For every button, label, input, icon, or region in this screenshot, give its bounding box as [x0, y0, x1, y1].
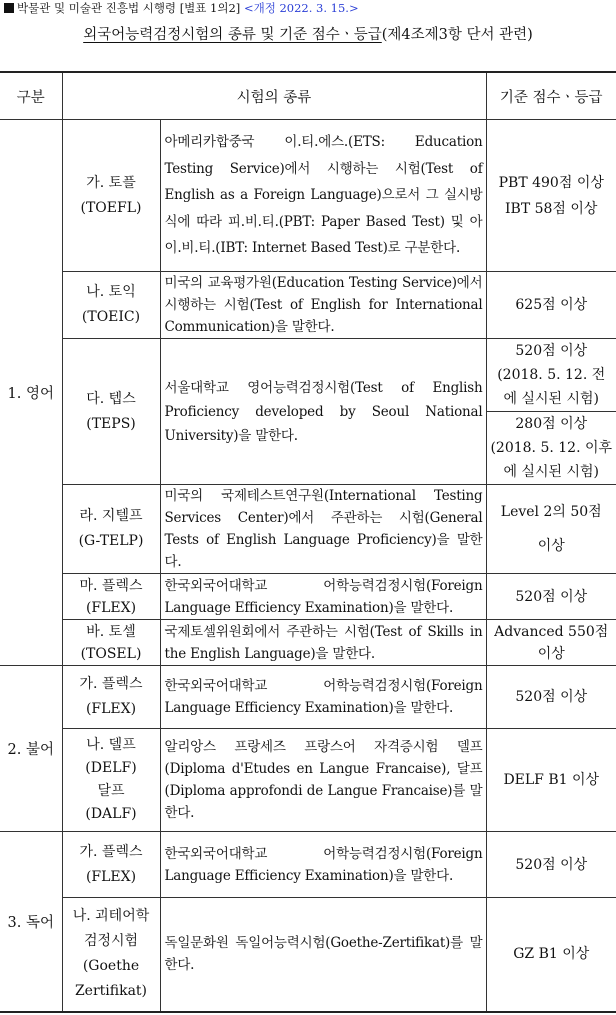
exam-name-line: 다. 텝스 — [86, 390, 136, 407]
column-header-exam: 시험의 종류 — [62, 72, 486, 120]
exam-description: 국제토셀위원회에서 주관하는 시험(Test of Skills in the English Language)을 말한다. — [160, 620, 486, 666]
table-row — [0, 729, 616, 832]
category-english: 1. 영어 — [0, 120, 62, 666]
exam-name-line: (TOEFL) — [80, 199, 142, 216]
exam-name-line: 가. 플렉스 — [79, 676, 143, 692]
exam-name-line: (TOEIC) — [81, 309, 141, 325]
score-line: 520점 이상 — [515, 343, 588, 359]
exam-score — [486, 620, 616, 666]
score-line: Level 2의 50점 — [500, 504, 602, 520]
column-header-score: 기준 점수ㆍ등급 — [486, 72, 616, 120]
exam-name — [62, 272, 160, 339]
exam-description: 아메리카합중국 이.티.에스.(ETS: Education Testing Service)에서 시행하는 시험(Test of English as a Foreign Language)으로서 그 실시방식에 따라 피.비.티.(PBT: Paper Based Test) 및 아이.비.티.(IBT: Internet Based Test)로 구분한다. — [160, 120, 486, 272]
score-line: (2018. 5. 12. 전 — [497, 367, 606, 383]
exam-name-line: 라. 지텔프 — [79, 508, 143, 524]
exam-name — [62, 120, 160, 272]
exam-name-line: (DALF) — [85, 806, 137, 822]
exam-standards-table — [0, 71, 616, 1013]
category-french: 2. 불어 — [0, 666, 62, 832]
exam-description: 한국외국어대학교 어학능력검정시험(Foreign Language Efficiency Examination)을 말한다. — [160, 574, 486, 620]
exam-name-line: 달프 — [97, 783, 125, 799]
exam-name-line: (TOSEL) — [80, 645, 142, 662]
category-german: 3. 독어 — [0, 832, 62, 1012]
exam-name-line: 가. 플렉스 — [79, 843, 143, 860]
table-row — [0, 485, 616, 574]
exam-name-line: (DELF) — [85, 760, 137, 776]
exam-name — [62, 832, 160, 898]
exam-description: 알리앙스 프랑세즈 프랑스어 자격증시험 델프(Diploma d'Etudes en Langue Francaise), 달프(Diploma approfondi de Langue Francaise)를 말한다. — [160, 729, 486, 832]
law-reference-header — [4, 0, 359, 16]
exam-name-line: (FLEX) — [85, 599, 137, 616]
exam-name-line: (FLEX) — [85, 868, 137, 885]
exam-description: 미국의 국제테스트연구원(International Testing Services Center)에서 주관하는 시험(General Tests of English Language Proficiency)을 말한다. — [160, 485, 486, 574]
exam-score — [486, 339, 616, 485]
score-line: 에 실시된 시험) — [503, 391, 599, 407]
table-row — [0, 574, 616, 620]
exam-name — [62, 666, 160, 729]
score-line: PBT 490점 이상 — [498, 174, 604, 191]
exam-name — [62, 729, 160, 832]
exam-score: 625점 이상 — [486, 272, 616, 339]
exam-description: 서울대학교 영어능력검정시험(Test of English Proficiency developed by Seoul National University)을 말한다. — [160, 339, 486, 485]
black-square-icon — [4, 3, 14, 13]
exam-name — [62, 339, 160, 485]
table-row — [0, 272, 616, 339]
revision-link[interactable]: <개정 2022. 3. 15.> — [243, 1, 359, 15]
score-line: IBT 58점 이상 — [505, 200, 598, 217]
score-line: Advanced 550점 — [494, 623, 609, 640]
exam-description: 한국외국어대학교 어학능력검정시험(Foreign Language Efficiency Examination)을 말한다. — [160, 666, 486, 729]
score-after-2018 — [487, 412, 616, 484]
exam-score — [486, 485, 616, 574]
exam-score: DELF B1 이상 — [486, 729, 616, 832]
exam-description: 미국의 교육평가원(Education Testing Service)에서 시행하는 시험(Test of English for International Communication)을 말한다. — [160, 272, 486, 339]
column-header-category: 구분 — [0, 72, 62, 120]
table-row — [0, 832, 616, 898]
exam-name-line: (FLEX) — [85, 701, 137, 717]
exam-score: 520점 이상 — [486, 666, 616, 729]
exam-name — [62, 485, 160, 574]
table-row — [0, 666, 616, 729]
table-header-row — [0, 72, 616, 120]
exam-name-line: 마. 플렉스 — [79, 577, 143, 594]
exam-score: 520점 이상 — [486, 832, 616, 898]
score-line: 280점 이상 — [515, 416, 588, 432]
exam-name-line: 나. 토익 — [86, 284, 136, 300]
exam-name — [62, 574, 160, 620]
score-line: 이상 — [537, 538, 565, 554]
exam-score: 520점 이상 — [486, 574, 616, 620]
exam-name — [62, 620, 160, 666]
exam-name-line: (Goethe — [82, 958, 140, 975]
page-title — [0, 24, 616, 46]
score-line: 에 실시된 시험) — [503, 464, 599, 480]
table-row — [0, 620, 616, 666]
exam-score: GZ B1 이상 — [486, 898, 616, 1012]
score-line: 이상 — [537, 645, 565, 662]
exam-name-line: 나. 델프 — [86, 737, 136, 753]
exam-name-line: 검정시험 — [83, 933, 139, 950]
table-row — [0, 339, 616, 485]
exam-description: 한국외국어대학교 어학능력검정시험(Foreign Language Efficiency Examination)을 말한다. — [160, 832, 486, 898]
exam-name-line: 바. 토셀 — [86, 623, 136, 640]
exam-name-line: 가. 토플 — [86, 174, 136, 191]
exam-name-line: (G-TELP) — [78, 533, 144, 549]
exam-name-line: Zertifikat) — [74, 983, 148, 1000]
exam-score — [486, 120, 616, 272]
law-reference-text: 박물관 및 미술관 진흥법 시행령 [별표 1의2] — [17, 1, 241, 15]
exam-name — [62, 898, 160, 1012]
exam-name-line: (TEPS) — [86, 415, 136, 432]
table-row — [0, 120, 616, 272]
page-title-main: 외국어능력검정시험의 종류 및 기준 점수ㆍ등급 — [83, 27, 382, 43]
score-line: (2018. 5. 12. 이후 — [490, 440, 613, 456]
exam-description: 독일문화원 독일어능력시험(Goethe-Zertifikat)를 말한다. — [160, 898, 486, 1012]
page-title-suffix: (제4조제3항 단서 관련) — [381, 27, 533, 43]
score-before-2018 — [487, 339, 616, 411]
table-row — [0, 898, 616, 1012]
exam-name-line: 나. 괴테어학 — [72, 908, 150, 925]
